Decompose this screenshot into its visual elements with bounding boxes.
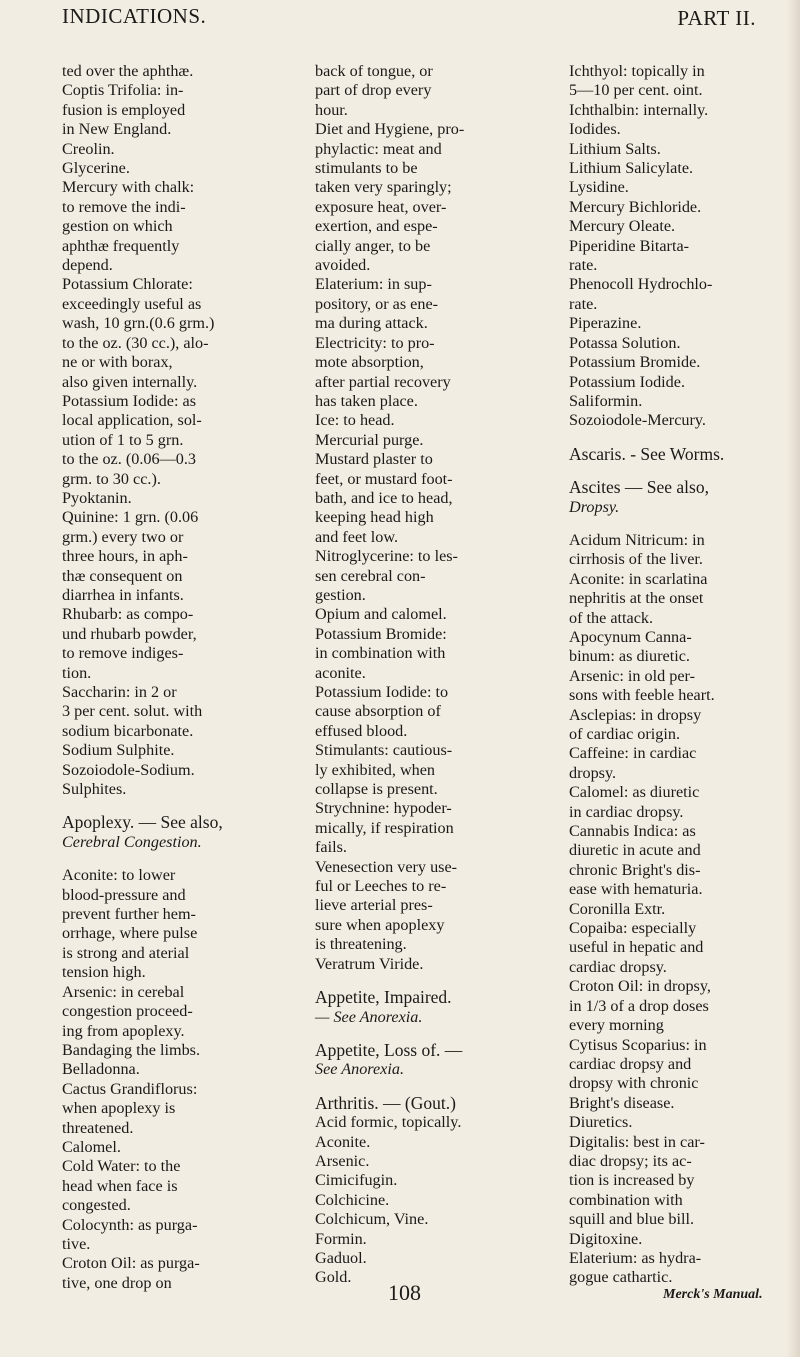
text-line: ma during attack. <box>315 314 428 333</box>
text-line: fails. <box>315 838 347 857</box>
text-line: Nitroglycerine: to les- <box>315 547 458 566</box>
text-line: Creolin. <box>62 139 115 158</box>
text-line: of the attack. <box>569 608 654 627</box>
text-line: Acid formic, topically. <box>315 1113 462 1132</box>
text-line: cardiac dropsy. <box>569 957 667 976</box>
text-line: effused blood. <box>315 721 408 740</box>
text-line: Colchicine. <box>315 1190 390 1209</box>
text-line: after partial recovery <box>315 372 451 391</box>
paragraph-gap <box>315 974 537 988</box>
text-line: 3 per cent. solut. with <box>62 702 203 721</box>
text-line: Mercury with chalk: <box>62 178 195 197</box>
text-line: tion. <box>62 663 92 682</box>
text-line: Belladonna. <box>62 1060 140 1079</box>
text-line: Apoplexy. — See also, <box>62 812 223 833</box>
text-line: Strychnine: hypoder- <box>315 799 452 818</box>
text-line: ution of 1 to 5 grn. <box>62 430 184 449</box>
text-line: Ichthalbin: internally. <box>569 100 709 119</box>
text-line: aconite. <box>315 663 366 682</box>
text-line: local application, sol- <box>62 411 202 430</box>
text-line: Arthritis. — (Gout.) <box>315 1092 456 1113</box>
text-line: Iodides. <box>569 120 621 139</box>
text-line: Phenocoll Hydrochlo- <box>569 275 713 294</box>
text-line: und rhubarb powder, <box>62 624 197 643</box>
text-line: Colchicum, Vine. <box>315 1210 429 1229</box>
text-line: Appetite, Impaired. <box>315 987 452 1008</box>
text-line: gogue cathartic. <box>569 1268 673 1287</box>
text-line: wash, 10 grn.(0.6 grm.) <box>62 314 215 333</box>
text-line: Opium and calomel. <box>315 605 447 624</box>
text-line: Cytisus Scoparius: in <box>569 1035 707 1054</box>
text-line: Copaiba: especially <box>569 919 697 938</box>
text-line: feet, or mustard foot- <box>315 469 453 488</box>
text-line: Arsenic: in cerebal <box>62 982 185 1001</box>
text-line: Cerebral Congestion. <box>62 832 202 851</box>
running-header-left: INDICATIONS. <box>62 4 207 28</box>
text-line: mically, if respiration <box>315 818 454 837</box>
text-line: Gold. <box>315 1268 352 1287</box>
text-line: useful in hepatic and <box>569 938 704 957</box>
text-line: stimulants to be <box>315 159 418 178</box>
text-line: Gaduol. <box>315 1248 367 1267</box>
text-line: Elaterium: in sup- <box>315 275 432 294</box>
text-line: threatened. <box>62 1118 134 1137</box>
text-line: Cold Water: to the <box>62 1157 181 1176</box>
text-line: grm. to 30 cc.). <box>62 469 161 488</box>
text-line: also given internally. <box>62 372 198 391</box>
text-line: Venesection very use- <box>315 857 458 876</box>
text-line: avoided. <box>315 256 371 275</box>
text-line: pository, or as ene- <box>315 294 439 313</box>
text-line: lieve arterial pres- <box>315 896 433 915</box>
text-line: Piperazine. <box>569 314 642 333</box>
text-line: ease with hematuria. <box>569 880 703 899</box>
text-line: sen cerebral con- <box>315 566 426 585</box>
text-line: Potassa Solution. <box>569 333 681 352</box>
text-line: to remove the indi- <box>62 197 186 216</box>
text-line: congestion proceed- <box>62 1002 193 1021</box>
text-line: in 1/3 of a drop doses <box>569 996 709 1015</box>
text-line: chronic Bright's dis- <box>569 860 701 879</box>
text-line: Dropsy. <box>569 497 620 516</box>
text-line: Rhubarb: as compo- <box>62 605 194 624</box>
text-line: Cactus Grandiflorus: <box>62 1079 198 1098</box>
text-line: tension high. <box>62 963 146 982</box>
text-line: tion is increased by <box>569 1171 695 1190</box>
text-line: Ascaris. - See Worms. <box>569 443 725 464</box>
text-line: congested. <box>62 1196 131 1215</box>
text-line: to the oz. (30 cc.), alo- <box>62 333 209 352</box>
text-line: is threatening. <box>315 935 407 954</box>
text-line: cardiac dropsy and <box>569 1054 692 1073</box>
text-line: Mercurial purge. <box>315 430 424 449</box>
text-line: Glycerine. <box>62 159 130 178</box>
text-line: diac dropsy; its ac- <box>569 1151 692 1170</box>
text-line: Potassium Chlorate: <box>62 275 193 294</box>
text-line: Aconite: in scarlatina <box>569 569 708 588</box>
paragraph-gap <box>569 431 771 445</box>
text-line: when apoplexy is <box>62 1099 176 1118</box>
paragraph-gap <box>569 517 771 531</box>
text-line: sodium bicarbonate. <box>62 721 194 740</box>
text-line: back of tongue, or <box>315 62 433 80</box>
text-line: Mustard plaster to <box>315 450 433 469</box>
text-line: See Anorexia. <box>315 1060 404 1079</box>
text-line: orrhage, where pulse <box>62 924 198 943</box>
text-line: ly exhibited, when <box>315 760 436 779</box>
text-line: in cardiac dropsy. <box>569 802 684 821</box>
text-line: prevent further hem- <box>62 905 196 924</box>
text-line: has taken place. <box>315 391 418 410</box>
text-column-1 <box>62 62 280 1293</box>
text-line: — See Anorexia. <box>315 1007 423 1026</box>
text-line: sons with feeble heart. <box>569 686 715 705</box>
text-line: gestion. <box>315 585 366 604</box>
text-line: cause absorption of <box>315 702 441 721</box>
text-line: head when face is <box>62 1176 178 1195</box>
text-line: Appetite, Loss of. — <box>315 1039 463 1060</box>
text-line: three hours, in aph- <box>62 547 188 566</box>
text-line: exceedingly useful as <box>62 294 202 313</box>
text-line: part of drop every <box>315 81 432 100</box>
text-line: Coronilla Extr. <box>569 899 666 918</box>
text-line: sure when apoplexy <box>315 915 445 934</box>
paragraph-gap <box>315 1080 537 1094</box>
text-line: Elaterium: as hydra- <box>569 1248 702 1267</box>
text-line: Formin. <box>315 1229 367 1248</box>
text-line: Cimicifugin. <box>315 1171 398 1190</box>
text-line: Piperidine Bitarta- <box>569 236 690 255</box>
text-line: rate. <box>569 256 598 275</box>
text-line: Potassium Iodide. <box>569 372 686 391</box>
text-line: cirrhosis of the liver. <box>569 550 703 569</box>
text-line: blood-pressure and <box>62 885 186 904</box>
text-line: 5—10 per cent. oint. <box>569 81 703 100</box>
text-line: Calomel. <box>62 1137 121 1156</box>
text-line: Apocynum Canna- <box>569 627 692 646</box>
page-edge-shadow <box>786 0 800 1357</box>
text-line: Potassium Iodide: to <box>315 683 449 701</box>
text-line: squill and blue bill. <box>569 1210 694 1229</box>
text-line: aphthæ frequently <box>62 236 180 255</box>
text-line: Sozoiodole-Mercury. <box>569 411 706 430</box>
text-line: Stimulants: cautious- <box>315 741 453 760</box>
text-line: Caffeine: in cardiac <box>569 744 697 763</box>
text-line: Lithium Salicylate. <box>569 159 694 178</box>
text-line: bath, and ice to head, <box>315 488 453 507</box>
text-line: Arsenic: in old per- <box>569 666 695 685</box>
text-line: is strong and aterial <box>62 943 190 962</box>
text-line: binum: as diuretic. <box>569 647 690 666</box>
text-line: Colocynth: as purga- <box>62 1215 198 1234</box>
text-line: Croton Oil: as purga- <box>62 1254 200 1273</box>
text-column-3 <box>569 62 771 1288</box>
text-line: Coptis Trifolia: in- <box>62 81 184 100</box>
text-line: Sodium Sulphite. <box>62 741 175 760</box>
text-line: Asclepias: in dropsy <box>569 705 702 724</box>
text-line: Mercury Oleate. <box>569 217 676 236</box>
text-line: Sozoiodole-Sodium. <box>62 760 195 779</box>
text-line: diuretic in acute and <box>569 841 701 860</box>
text-line: Bright's disease. <box>569 1093 675 1112</box>
text-line: Arsenic. <box>315 1151 370 1170</box>
text-line: mote absorption, <box>315 353 424 372</box>
text-line: collapse is present. <box>315 780 438 799</box>
text-line: Ascites — See also, <box>569 477 709 498</box>
text-line: Lysidine. <box>569 178 629 197</box>
text-line: every morning <box>569 1016 664 1035</box>
text-line: combination with <box>569 1190 683 1209</box>
text-line: gestion on which <box>62 217 173 236</box>
text-line: to remove indiges- <box>62 644 184 663</box>
text-line: tive. <box>62 1234 91 1253</box>
text-line: Mercury Bichloride. <box>569 197 702 216</box>
text-line: Saliformin. <box>569 391 643 410</box>
text-line: Bandaging the limbs. <box>62 1040 201 1059</box>
page-number: 108 <box>388 1280 421 1305</box>
paragraph-gap <box>62 852 280 866</box>
text-line: Cannabis Indica: as <box>569 822 696 841</box>
text-line: Saccharin: in 2 or <box>62 683 177 701</box>
text-line: Diuretics. <box>569 1113 633 1132</box>
text-line: exposure heat, over- <box>315 197 447 216</box>
text-line: in New England. <box>62 120 172 139</box>
text-line: ful or Leeches to re- <box>315 877 447 896</box>
text-line: depend. <box>62 256 113 275</box>
paragraph-gap <box>315 1027 537 1041</box>
text-column-2 <box>315 62 537 1288</box>
text-line: and feet low. <box>315 527 398 546</box>
text-line: Electricity: to pro- <box>315 333 435 352</box>
text-line: Acidum Nitricum: in <box>569 530 705 549</box>
text-line: Potassium Bromide: <box>315 624 447 643</box>
text-line: Sulphites. <box>62 780 127 799</box>
text-line: ted over the aphthæ. <box>62 62 194 80</box>
text-line: Digitalis: best in car- <box>569 1132 705 1151</box>
text-line: taken very sparingly; <box>315 178 452 197</box>
paragraph-gap <box>62 799 280 813</box>
text-line: thæ consequent on <box>62 566 183 585</box>
text-line: exertion, and espe- <box>315 217 438 236</box>
text-line: Ichthyol: topically in <box>569 62 705 80</box>
text-line: Potassium Bromide. <box>569 353 701 372</box>
text-line: Potassium Iodide: as <box>62 391 196 410</box>
text-line: of cardiac origin. <box>569 725 681 743</box>
text-line: dropsy. <box>569 763 617 782</box>
text-line: tive, one drop on <box>62 1273 172 1292</box>
running-header-right: PART II. <box>677 6 756 30</box>
text-line: Veratrum Viride. <box>315 954 424 973</box>
text-line: Digitoxine. <box>569 1229 643 1248</box>
text-line: cially anger, to be <box>315 236 431 255</box>
text-line: rate. <box>569 294 598 313</box>
text-line: phylactic: meat and <box>315 139 442 158</box>
text-line: Quinine: 1 grn. (0.06 <box>62 508 199 527</box>
text-line: ne or with borax, <box>62 353 173 372</box>
text-line: Aconite. <box>315 1132 371 1151</box>
text-line: Pyoktanin. <box>62 488 132 507</box>
paragraph-gap <box>569 464 771 478</box>
text-line: in combination with <box>315 644 446 663</box>
text-line: fusion is employed <box>62 100 186 119</box>
footer-imprint: Merck's Manual. <box>663 1287 763 1302</box>
text-line: nephritis at the onset <box>569 589 704 608</box>
text-line: Calomel: as diuretic <box>569 783 700 802</box>
text-line: hour. <box>315 100 348 119</box>
text-line: Diet and Hygiene, pro- <box>315 120 465 139</box>
text-line: keeping head high <box>315 508 434 527</box>
text-line: Croton Oil: in dropsy, <box>569 977 711 996</box>
text-line: Ice: to head. <box>315 411 395 430</box>
text-line: ing from apoplexy. <box>62 1021 185 1040</box>
text-line: Aconite: to lower <box>62 866 176 885</box>
text-line: to the oz. (0.06—0.3 <box>62 450 196 469</box>
text-line: dropsy with chronic <box>569 1074 699 1093</box>
text-line: grm.) every two or <box>62 527 184 546</box>
text-line: Lithium Salts. <box>569 139 661 158</box>
text-line: diarrhea in infants. <box>62 585 184 604</box>
